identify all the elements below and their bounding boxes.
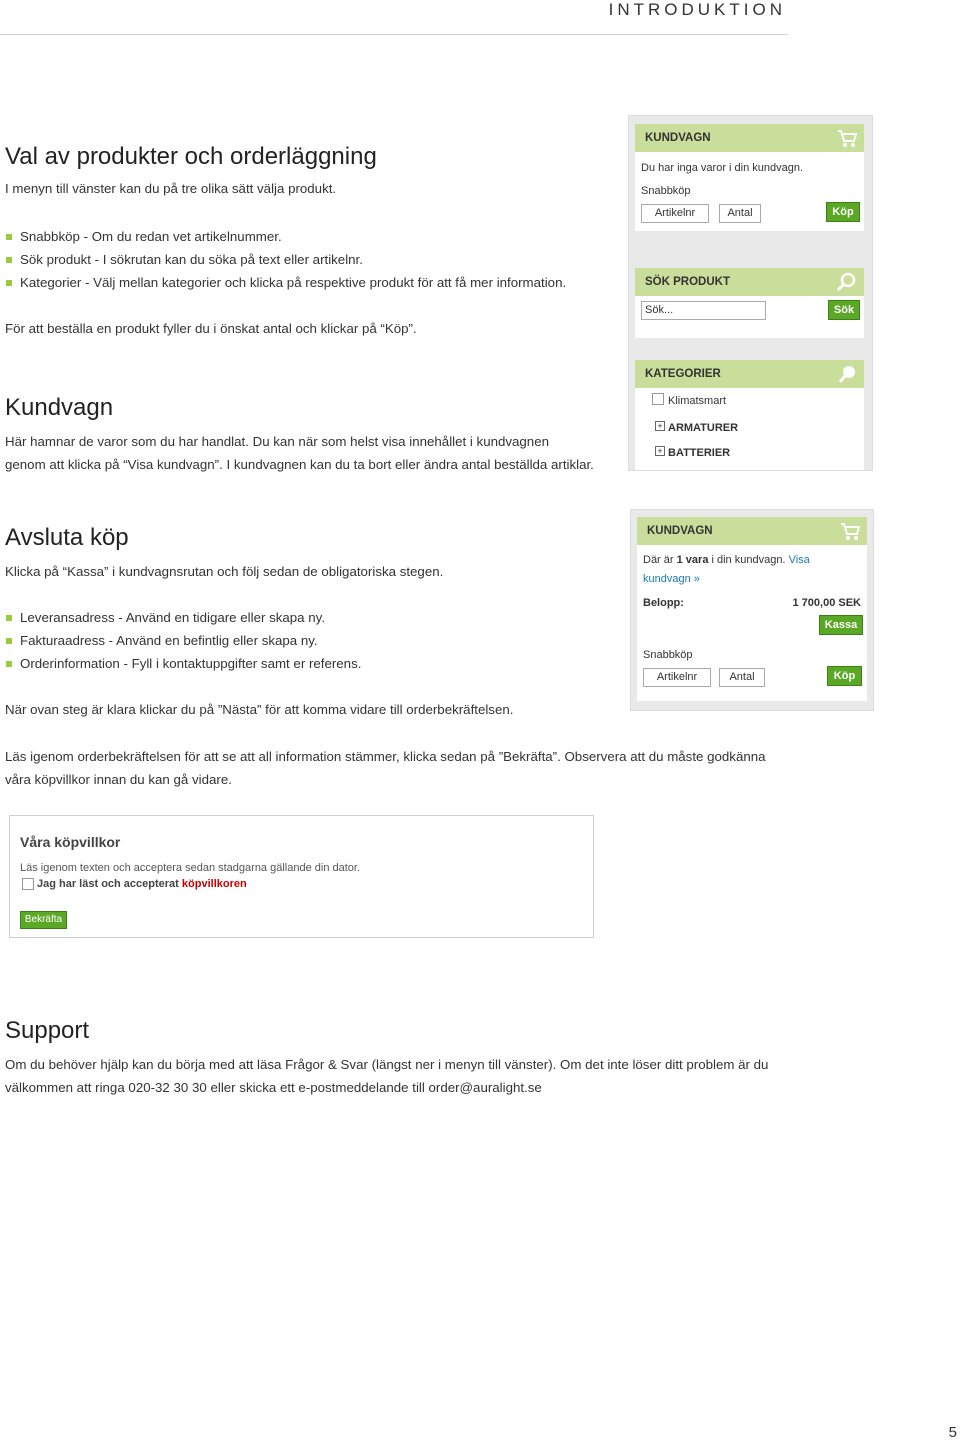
list-item: Leveransadress - Använd en tidigare eller skapa ny. — [5, 606, 361, 629]
search-icon — [836, 271, 858, 293]
support-text-line-1: Om du behöver hjälp kan du börja med att läsa Frågor & Svar (längst ner i menyn till vänster). Om det inte löser ditt problem är du — [5, 1057, 769, 1072]
cart-panel-header — [637, 517, 867, 545]
list-item: Snabbköp - Om du redan vet artikelnummer. — [5, 225, 566, 248]
cart-status-prefix: Där är — [643, 554, 677, 566]
terms-text: Läs igenom texten och acceptera sedan stadgarna gällande din dator. — [20, 862, 361, 874]
list-item: Fakturaadress - Använd en befintlig eller skapa ny. — [5, 629, 361, 652]
view-cart-link[interactable]: Visa — [788, 554, 810, 566]
quantity-input[interactable]: Antal — [719, 204, 761, 223]
category-checkbox[interactable] — [652, 393, 664, 405]
quantity-input[interactable]: Antal — [719, 668, 765, 687]
running-header: INTRODUKTION — [608, 0, 786, 19]
confirm-button[interactable]: Bekräfta — [20, 911, 67, 929]
article-number-input[interactable]: Artikelnr — [643, 668, 711, 687]
cart-item-count: 1 vara — [676, 554, 709, 566]
buy-button[interactable]: Köp — [827, 666, 862, 686]
cart-status-text — [643, 554, 810, 566]
accept-terms-checkbox[interactable] — [22, 878, 34, 890]
category-item-climate[interactable]: Klimatsmart — [668, 395, 727, 407]
confirm-text-line-1: Läs igenom orderbekräftelsen för att se att all information stämmer, klicka sedan på ”Bekräfta”. Observera att du måste godkänna — [5, 749, 766, 764]
header-rule — [0, 34, 788, 35]
support-text-line-2: välkommen att ringa 020-32 30 30 eller skicka ett e-postmeddelande till order@auralight.se — [5, 1080, 542, 1095]
list-item: Sök produkt - I sökrutan kan du söka på text eller artikelnr. — [5, 248, 566, 271]
products-intro: I menyn till vänster kan du på tre olika sätt välja produkt. — [5, 181, 337, 196]
section-title-support: Support — [5, 1017, 90, 1044]
article-number-input[interactable]: Artikelnr — [641, 204, 709, 223]
checkout-button[interactable]: Kassa — [819, 615, 863, 635]
cart-checkout-screenshot — [630, 509, 874, 711]
categories-panel-header — [635, 360, 864, 388]
accept-terms-label — [37, 878, 247, 890]
list-item: Orderinformation - Fyll i kontaktuppgifter samt er referens. — [5, 652, 361, 675]
list-item: Kategorier - Välj mellan kategorier och klicka på respektive produkt för att få mer information. — [5, 271, 566, 294]
view-cart-link[interactable]: kundvagn » — [643, 573, 700, 585]
expand-plus-icon[interactable]: + — [655, 421, 665, 431]
cart-panel — [637, 517, 867, 701]
buy-button[interactable]: Köp — [826, 202, 860, 222]
quick-buy-label: Snabbköp — [643, 649, 693, 661]
cart-icon — [836, 127, 858, 149]
cart-panel — [635, 124, 864, 231]
category-item-batteries[interactable]: BATTERIER — [668, 447, 731, 459]
terms-title: Våra köpvillkor — [20, 834, 121, 850]
search-input[interactable]: Sök... — [641, 301, 766, 320]
cart-text-line-1: Här hamnar de varor som du har handlat. Du kan när som helst visa innehållet i kundvagnen — [5, 434, 549, 449]
cart-panel-header — [635, 124, 864, 152]
search-panel — [635, 268, 864, 338]
section-title-checkout: Avsluta köp — [5, 524, 129, 551]
category-item-fixtures[interactable]: ARMATURER — [668, 422, 739, 434]
cart-panel-title: KUNDVAGN — [647, 525, 713, 537]
categories-panel — [635, 360, 864, 470]
cart-empty-text: Du har inga varor i din kundvagn. — [641, 162, 804, 174]
shop-sidebar-screenshot — [628, 115, 873, 471]
search-panel-title: SÖK PRODUKT — [645, 276, 730, 288]
expand-plus-icon[interactable]: + — [655, 446, 665, 456]
section-title-products: Val av produkter och orderläggning — [5, 143, 377, 170]
page-number: 5 — [948, 1424, 957, 1441]
categories-panel-title: KATEGORIER — [645, 368, 721, 380]
checkout-intro: Klicka på “Kassa” i kundvagnsrutan och följ sedan de obligatoriska stegen. — [5, 564, 444, 579]
order-instruction: För att beställa en produkt fyller du i önskat antal och klickar på “Köp”. — [5, 321, 417, 336]
products-bullet-list — [5, 225, 566, 294]
cart-status-middle: i din kundvagn. — [708, 554, 789, 566]
terms-link[interactable]: köpvillkoren — [181, 878, 247, 890]
cart-icon — [839, 520, 861, 542]
section-title-cart: Kundvagn — [5, 394, 114, 421]
amount-label: Belopp: — [643, 597, 684, 609]
search-button[interactable]: Sök — [828, 300, 860, 320]
search-panel-header — [635, 268, 864, 296]
quick-buy-label: Snabbköp — [641, 185, 691, 197]
checkout-next-text: När ovan steg är klara klickar du på ”Nästa” för att komma vidare till orderbekräftelsen. — [5, 702, 514, 717]
confirm-text-line-2: våra köpvillkor innan du kan gå vidare. — [5, 772, 232, 787]
checkout-bullet-list — [5, 606, 361, 675]
cart-text-line-2: genom att klicka på “Visa kundvagn”. I kundvagnen kan du ta bort eller ändra antal beställda artiklar. — [5, 457, 594, 472]
accept-terms-text: Jag har läst och accepterat — [37, 878, 182, 890]
cart-panel-title: KUNDVAGN — [645, 132, 711, 144]
lightbulb-icon — [836, 363, 858, 385]
terms-screenshot — [9, 815, 594, 938]
amount-value: 1 700,00 SEK — [792, 597, 861, 609]
